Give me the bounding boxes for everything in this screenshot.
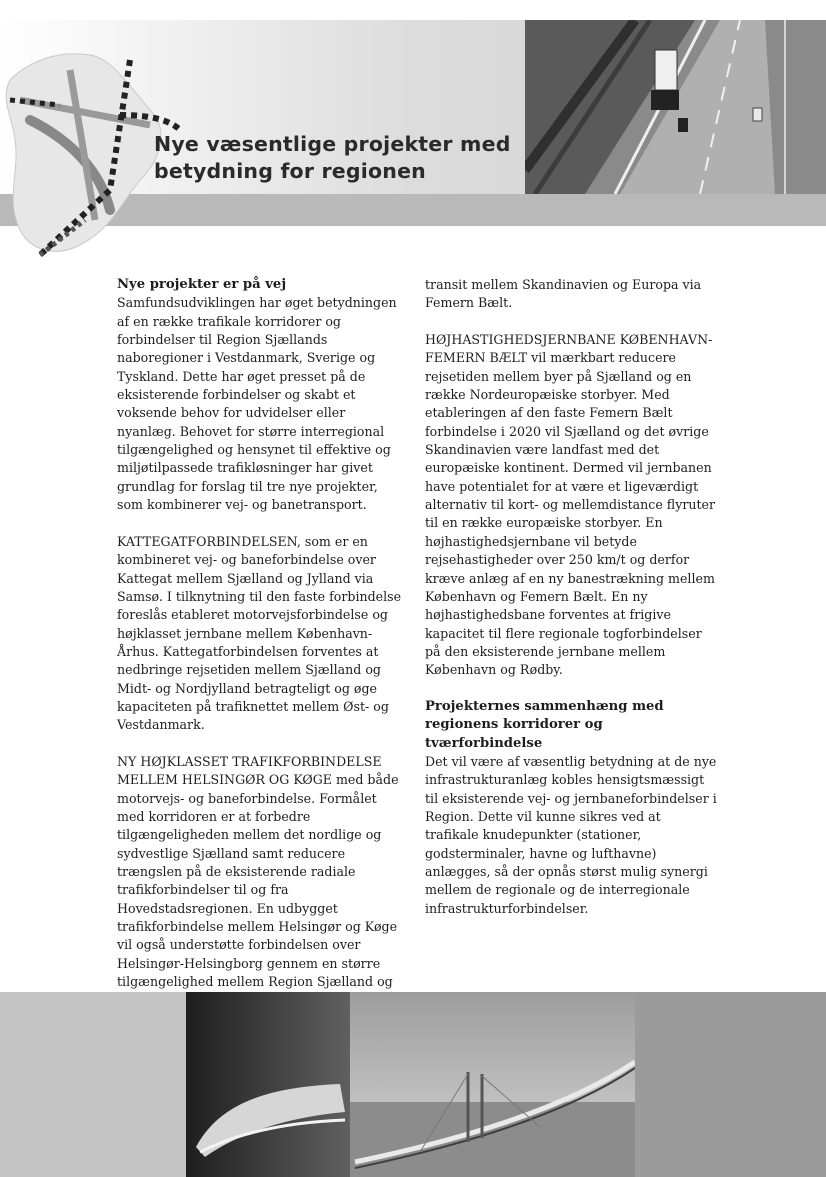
paragraph-corridors: Det vil være af væsentlig betydning at de nye infrastrukturanlæg kobles hensigtsmæssigt til eksisterende vej- og jernbaneforbindelser i Region. Dette vil kunne sikres ved at trafikale knudepunkter (stationer, godsterminaler, havne og lufthavne) anlægges, så der opnås størst mulig synergi mellem de regionale og de interregionale infrastrukturforbindelser. [425,753,717,916]
paragraph-kattegat: KATTEGATFORBINDELSEN, som er en kombineret vej- og baneforbindelse over Kattegat mellem Sjælland og Jylland via Samsø. I tilknytning til den faste forbindelse foreslås etableret motorvejsforbindelse og højklasset jernbane mellem København-Århus. Kattegatforbindelsen forventes at nedbringe rejsetiden mellem Sjælland og Midt- og Nordjylland betragteligt og øge kapaciteten på trafiknettet mellem Øst- og Vestdanmark. [117,533,402,733]
page-title-line-1: Nye væsentlige projekter med [154,132,511,156]
bottom-photo-strip [0,992,826,1177]
bridge-road-photo [525,20,826,194]
paragraph-intro: Samfundsudviklingen har øget betydningen af en række trafikale korridorer og forbindelser til Region Sjællands naboregioner i Vestdanmark, Sverige og Tyskland. Dette har øget presset på de eksisterende forbindelser og skabt et voksende behov for udvidelser eller nyanlæg. Behovet for større interregional tilgængelighed og hensynet til effektive og miljøtilpassede trafikløsninger har givet grundlag for forslag til tre nye projekter, som kombinerer vej- og banetransport. [117,295,397,513]
section-heading-new-projects: Nye projekter er på vej [117,277,287,292]
paragraph-transit-continued: transit mellem Skandinavien og Europa via Femern Bælt. [425,277,702,311]
high-speed-train-photo [186,992,350,1177]
paragraph-helsingor-koge: NY HØJKLASSET TRAFIKFORBINDELSE MELLEM HELSINGØR OG KØGE med både motorvejs- og baneforbindelse. Formålet med korridoren er at forbedre tilgængeligheden mellem det nordlige og sydvestlige Sjælland samt reducere trængslen på de eksisterende radiale trafikforbindelser til og fra Hovedstadsregionen. En udbygget trafikforbindelse mellem Helsingør og Køge vil også understøtte forbindelsen over Helsingør-Helsingborg gennem en større tilgængelighed mellem Region Sjælland og [117,753,399,990]
page-title-line-2: betydning for regionen [154,159,426,183]
page-title [154,131,511,185]
left-text-column [117,276,407,1028]
header-banner [0,0,826,260]
gray-panel-right [635,992,826,1177]
right-text-column [425,276,717,936]
gray-panel-left [0,992,186,1177]
oresund-bridge-photo [350,992,635,1177]
section-heading-corridors: Projekternes sammenhæng med regionens korridorer og tværforbindelse [425,698,664,751]
paragraph-high-speed-rail: HØJHASTIGHEDSJERNBANE KØBENHAVN-FEMERN BÆLT vil mærkbart reducere rejsetiden mellem byer på Sjælland og en række Nordeuropæiske storbyer. Med etableringen af den faste Femern Bælt forbindelse i 2020 vil Sjælland og det øvrige Skandinavien være landfast med det europæiske kontinent. Dermed vil jernbanen have potentialet for at være et ligeværdigt alternativ til kort- og mellemdistance flyruter til en række europæiske storbyer. En højhastighedsjernbane vil betyde rejsehastigheder over 250 km/t og derfor kræve anlæg af en ny banestrækning mellem København og Femern Bælt. En ny højhastighedsbane forventes at frigive kapacitet til flere regionale togforbindelser på den eksisterende jernbane mellem København og Rødby. [425,332,715,678]
